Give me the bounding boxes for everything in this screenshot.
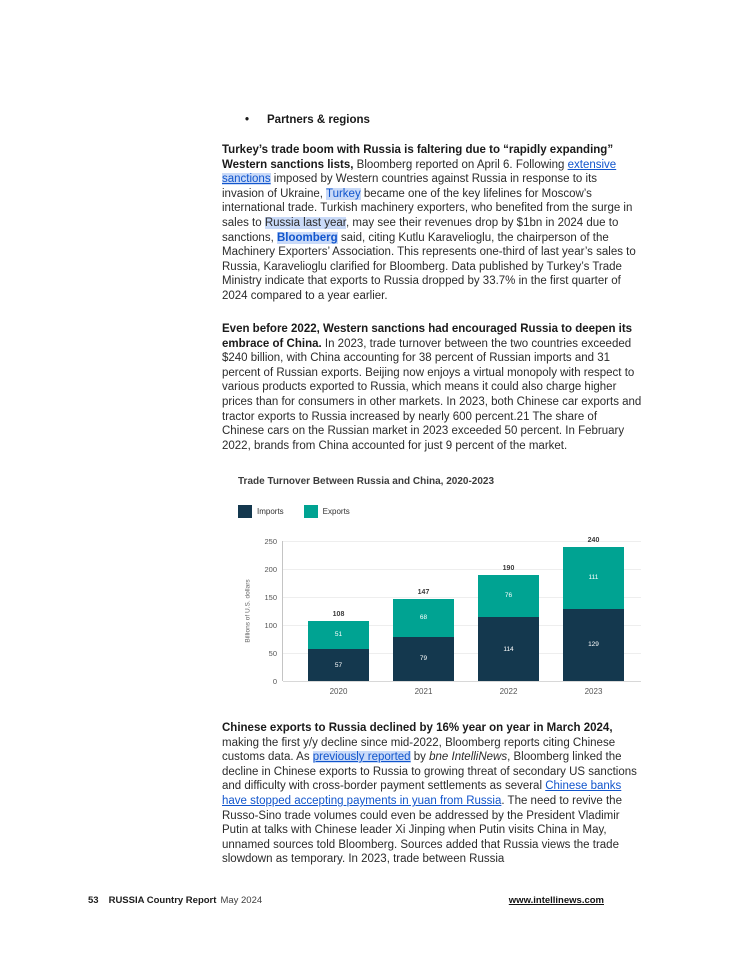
section-heading-label: Partners & regions: [267, 114, 370, 126]
legend-label: Imports: [257, 507, 284, 516]
text-segment: said, citing Kutlu Karavelioglu, the chairperson of the Machinery Exporters’ Association. This represents one-third of last year’s sales to Russia, Karavelioglu clarified for Bloomberg. Data published by Turkey’s Trade Ministry indicate that exports to Russia dropped by 33.7% in the first quarter of 2024 compared to a year earlier.: [222, 231, 636, 302]
text-segment: Russia last year: [264, 216, 347, 229]
text-segment: by: [410, 751, 430, 764]
x-axis-tick-label: 2020: [329, 687, 348, 696]
bar-value-label: 51: [334, 631, 343, 639]
trade-turnover-chart: [238, 476, 648, 708]
bar-segment-imports-2020: [308, 649, 369, 681]
text-segment: Chinese exports to Russia declined by 16% year on year in March 2024,: [222, 722, 613, 734]
legend-item-exports: [304, 505, 350, 518]
legend-label: Exports: [322, 507, 350, 516]
legend-swatch-icon: [304, 505, 318, 518]
section-heading: [245, 114, 370, 126]
chart-legend: [238, 505, 350, 518]
inline-link[interactable]: extensive: [567, 158, 617, 171]
bar-segment-exports-2022: [478, 575, 539, 618]
paragraph-chinese-exports-decline: [222, 721, 642, 867]
inline-link[interactable]: Chinese banks have stopped accepting payments in yuan from Russia: [222, 780, 622, 807]
paragraph-russia-china-sanctions: [222, 322, 642, 453]
gridline: [283, 681, 641, 682]
paragraph-turkey-trade: [222, 143, 642, 304]
bar-total-label: 147: [417, 588, 430, 596]
inline-link[interactable]: previously reported: [312, 751, 411, 764]
bar-value-label: 57: [334, 661, 343, 669]
bar-total-label: 108: [332, 610, 345, 618]
inline-link[interactable]: sanctions: [222, 173, 271, 186]
chart-title: Trade Turnover Between Russia and China, 2020-2023: [238, 476, 495, 487]
report-title: RUSSIA Country Report: [108, 895, 217, 906]
bar-segment-imports-2023: [563, 609, 624, 681]
bar-value-label: 111: [588, 574, 599, 582]
bar-segment-exports-2021: [393, 599, 454, 637]
text-segment: , Bloomberg linked the decline in Chinese exports to Russia to growing threat of secondary US sanctions and difficulty with cross-border payment settlements as several: [222, 751, 637, 793]
text-segment: Turkey’s trade boom with Russia is faltering due to “rapidly expanding” Western sanctions lists,: [222, 144, 614, 171]
x-axis-tick-label: 2022: [499, 687, 518, 696]
bar-segment-imports-2021: [393, 637, 454, 681]
text-segment: Bloomberg reported on April 6. Following: [353, 158, 568, 171]
chart-plot-area: [264, 536, 641, 696]
inline-link[interactable]: Bloomberg: [276, 231, 338, 244]
x-axis-tick-label: 2023: [584, 687, 603, 696]
text-segment: Even before 2022, Western sanctions had encouraged Russia to deepen its embrace of China.: [222, 323, 633, 350]
text-segment: bne IntelliNews: [429, 751, 508, 764]
inline-link[interactable]: Turkey: [325, 187, 361, 200]
x-axis-tick-label: 2021: [414, 687, 433, 696]
legend-swatch-icon: [238, 505, 252, 518]
bullet-icon: •: [245, 114, 250, 126]
bar-value-label: 76: [504, 592, 513, 600]
legend-item-imports: [238, 505, 284, 518]
page-number: 53: [88, 895, 99, 906]
bar-segment-exports-2023: [563, 547, 624, 609]
chart-y-axis-label: Billions of U.S. dollars: [244, 579, 252, 643]
y-axis-tick-label: 100: [264, 620, 277, 630]
bar-total-label: 190: [502, 564, 515, 572]
text-segment: , may see their revenues drop by $1bn in 2024 due to sanctions,: [222, 216, 619, 244]
text-segment: In 2023, trade turnover between the two countries exceeded $240 billion, with China accounting for 38 percent of Russian imports and 31 percent of Russian exports. Beijing now enjoys a virtual monopoly with respect to various products exported to Russia, which means it could also charge higher prices than for consumers in other markets. In 2023, both Chinese car exports and tractor exports to Russia increased by nearly 600 percent.21 The share of Chinese cars on the Russian market in 2023 exceeded 50 percent. In February 2022, brands from China accounted for just 9 percent of the market.: [222, 337, 642, 452]
text-segment: making the first y/y decline since mid-2022, Bloomberg reports citing Chinese customs data. As: [222, 736, 616, 764]
bar-segment-imports-2022: [478, 617, 539, 681]
text-segment: became one of the key lifelines for Moscow’s international trade. Turkish machinery exporters, who benefited from the surge in sales to: [222, 187, 633, 229]
website-link[interactable]: www.intellinews.com: [508, 895, 604, 906]
report-date: May 2024: [220, 895, 263, 906]
bar-segment-exports-2020: [308, 621, 369, 650]
y-axis-tick-label: 200: [264, 564, 277, 574]
y-axis-tick-label: 0: [272, 676, 277, 686]
bar-value-label: 114: [503, 645, 514, 653]
text-segment: imposed by Western countries against Russia in response to its invasion of Ukraine,: [222, 173, 598, 200]
footer-report-info: [88, 895, 262, 906]
y-axis-tick-label: 150: [264, 592, 277, 602]
y-axis-tick-label: 250: [264, 536, 277, 546]
page-footer: [0, 895, 742, 911]
bar-value-label: 79: [419, 655, 428, 663]
text-segment: . The need to revive the Russo-Sino trade volumes could even be addressed by the President Vladimir Putin at talks with Chinese leader Xi Jinping when Putin visits China in May, unnamed sources told Bloomberg. Sources added that Russia views the trade slowdown as temporary. In 2023, trade between Russia: [222, 794, 622, 866]
bar-total-label: 240: [587, 536, 600, 544]
bar-value-label: 129: [588, 641, 599, 649]
y-axis-tick-label: 50: [268, 648, 277, 658]
bar-value-label: 68: [419, 614, 428, 622]
